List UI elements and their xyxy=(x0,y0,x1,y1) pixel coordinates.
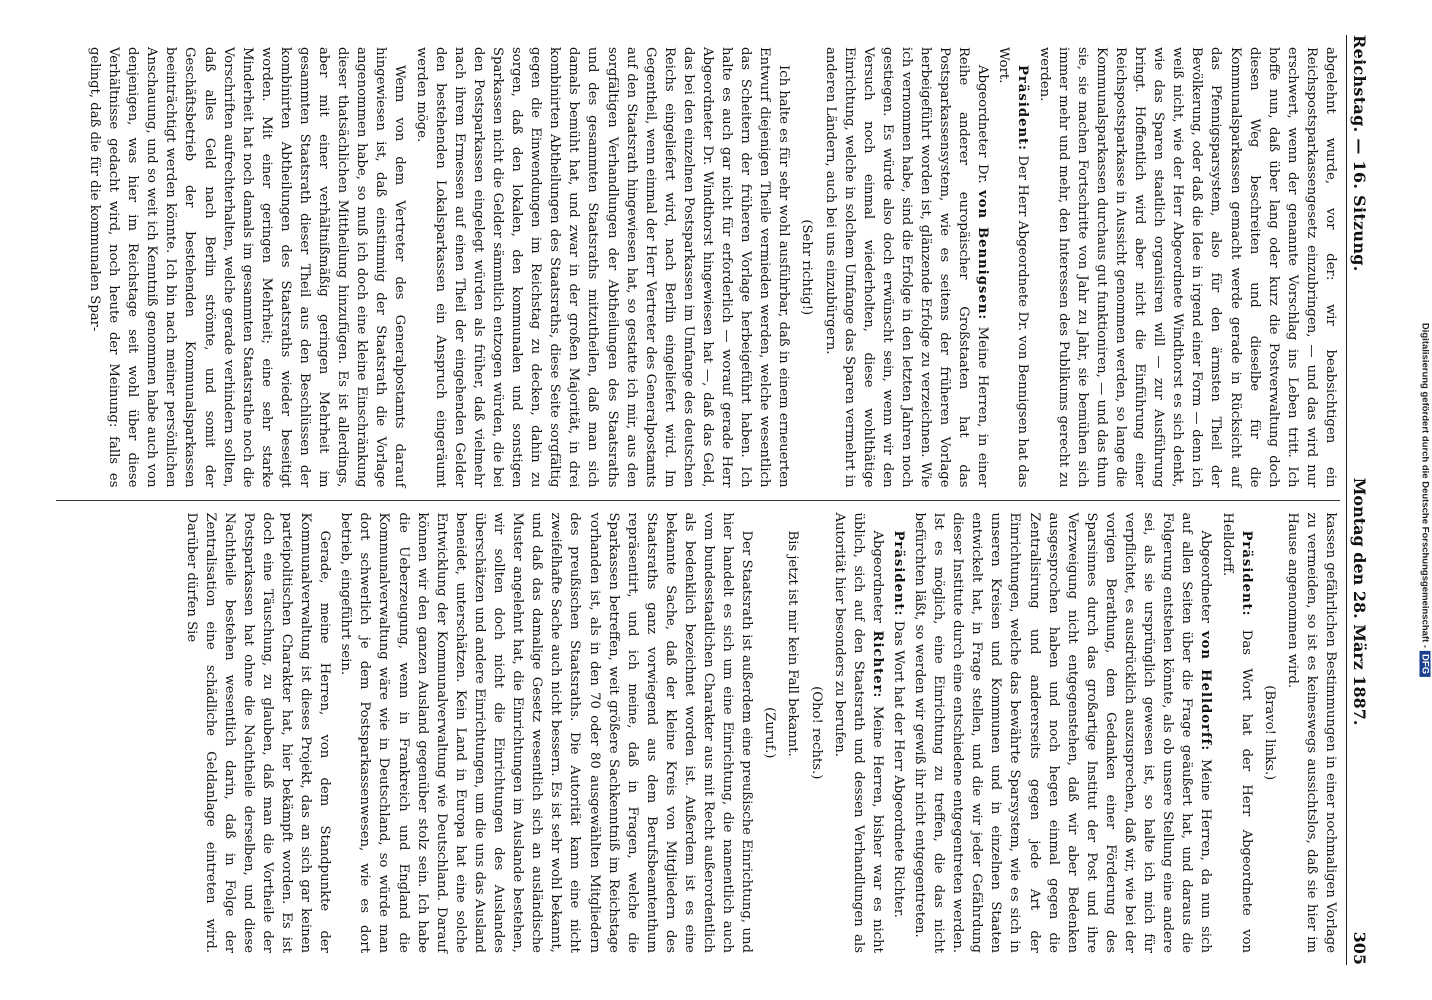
paragraph: Ich halte es für sehr wohl ausführbar, daß in einem erneuerten Entwurf diejenigen Theile vermieden werden, welche wesentlich das Scheitern der früheren Vorlage herbeigeführt haben. Ich halte es auch gar nicht für erforderlich — worauf gerade Herr Abgeordneter Dr. Windthorst hingewiesen hat —, daß das Geld, das bei den einzelnen Postsparkassen im Umfange des deutschen Reichs eingeliefert wird, nach Berlin eingeliefert wird. Im Gegentheil, wenn einmal der Herr Vertreter des Generalpostamts auf den Staatsrath hingewiesen hat, so gestatte ich mir, aus den sorgfältigen Verhandlungen der Abtheilungen des Staatsraths und des gesammten Staatsraths mitzutheilen, daß man sich damals bemüht hat, und zwar in der großen Majorität, in drei kombinirten Abtheilungen des Staatsraths, diese Seite sorgfältig gegen die Einwendungen im Reichstag zu decken, dahin zu sorgen, daß den lokalen, den kommunalen und sonstigen Sparkassen nicht die Gelder sämmtlich entzogen würden, die bei den Postsparkassen eingelegt würden als früher, daß vielmehr nach ihrem Ermessen auf einen Theil der eingehenden Gelder den bestehenden Lokalsparkassen ein Anspruch eingeräumt werden möge. xyxy=(413,47,792,488)
page-header xyxy=(1346,35,1382,965)
interjection: (Zuruf.) xyxy=(762,707,778,759)
paragraph: Der Staatsrath ist außerdem eine preußische Einrichtung, und hier handelt es sich um eine Einrichtung, die namentlich auch vom bundesstaatlichen Charakter aus mit Recht außerordentlich als bedenklich bezeichnet worden ist. Außerdem ist es eine bekannte Sache, daß der kleine Kreis von Mitgliedern des Staatsraths ganz vorwiegend aus dem Berufsbeamtenthum repräsentirt, und ich meine, daß in Fragen, welche die Sparkassen betreffen, weit größere Sachkenntniß im Reichstage vorhanden ist, als in den 70 oder 80 ausgewählten Mitgliedern des preußischen Staatsraths. Die Autorität kann eine nicht zweifelhafte Sache auch nicht bessern. Es ist sehr wohl bekannt, und daß das damalige Gesetz wesentlich sich an ausländische Muster angelehnt hat, die Einrichtungen im Auslande bestehen, wir sollten doch nicht die Einrichtungen des Auslandes überschätzen und andere Einrichtungen, um die uns das Ausland beneidet, unterschätzen. Kein Land in Europa hat eine solche Entwicklung der Kommunalverwaltung wie Deutschland. Darauf können wir den ganzen Ausland gegenüber stolz sein. Ich habe die Ueberzeugung, wenn in Frankreich und England die Kommunalverwaltung wäre wie in Deutschland, so würde man dort schwerlich je dem Postsparkassenwesen, wie es dort betrieb, eingeführt sein. xyxy=(338,512,755,953)
paragraph: Gerade, meine Herren, von dem Standpunkte der Kommunalverwaltung ist dieses Projekt, das an sich gar keinen parteipolitischen Charakter hat, hier bekämpft worden. Es ist doch eine Täuschung, zu glauben, daß man die Vortheile der Postsparkassen hat ohne die Nachtheile derselben, und diese Nachtheile bestehen wesentlich darin, daß in Folge der Zentralisation eine schädliche Geldanlage eintreten wird. Darüber dürfen Sie xyxy=(183,512,333,953)
interjection: (Oho! rechts.) xyxy=(808,686,824,780)
dfg-badge: DFG xyxy=(1420,651,1431,677)
rotated-newspaper-page xyxy=(46,25,1386,975)
speaker-intro: Abgeordneter xyxy=(1198,530,1214,624)
header-date: Montag den 28. März 1887. xyxy=(1350,477,1369,726)
interjection: (Bravo! links.) xyxy=(1261,685,1277,781)
credit-text: Digitalisierung gefördert durch die Deutsche Forschungsgemeinschaft - xyxy=(1419,322,1431,649)
paragraph: kassen gefährlichen Bestimmungen in einer nochmaligen Vorlage zu vermeiden, so ist es keineswegs aussichtslos, daß sie hier im Hause angenommen wird. xyxy=(1284,512,1338,953)
paragraph: Wenn von dem Vertreter des Generalpostamts darauf hingewiesen ist, daß einstimmig der Staatsrath die Vorlage angenommen habe, so muß ich doch eine kleine Einschränkung dieser thatsächlichen Mittheilung hinzufügen. Es ist allerdings, aber mit einer verhältnißmäßig geringen Mehrheit im gesammten Staatsrath dieser Theil aus den Beschlüssen der kombinirten Abtheilungen des Staatsraths wieder beseitigt worden. Mit einer geringen Mehrheit; eine sehr starke Minderheit hat noch damals im gesammten Staatsrathe noch die Vorschriften aufrechterhalten, welche gerade verhindern sollten, daß alles Geld nach Berlin strömte, und somit der Geschäftsbetrieb der bestehenden Kommunalsparkassen beeinträchtigt werden könnte. Ich bin nach meiner persönlichen Anschauung, und so weit ich Kenntniß genommen habe auch von denjenigen, was hier im Reichstage seit wohl über diese Verhältnisse gedacht wird, noch heute der Meinung: falls es gelingt, daß die für die kommunalen Spar- xyxy=(87,47,408,488)
paragraph-text: Das Wort hat der Herr Abgeordnete Richter. xyxy=(890,620,906,918)
page-number: 305 xyxy=(1350,931,1369,965)
paragraph: Bis jetzt ist mir kein Fall bekannt. xyxy=(785,530,801,757)
paragraph: abgelehnt wurde, vor der: wir beabsichtigen ein Reichspostsparkassengesetz einzubringen, — und das wird nur erschwert, wenn der genannte Vorschlag ins Leben tritt. Ich hoffe nun, daß über lang oder kurz die Postverwaltung doch diesen Weg beschreiten und dieselbe für die Kommunalsparkassen gemacht werde gerade in Rücksicht auf das Pfennigsparsystem, also für den ärmsten Theil der Bevölkerung, oder daß die Idee in irgend einer Form — denn ich weiß nicht, wie der Herr Abgeordnete Windthorst es sich denkt, wie das Sparen staatlich organisiren will — zur Ausführung bringt. Hoffentlich wird aber nicht die Einführung einer Reichspostsparkasse in Aussicht genommen werden, so lange die Kommunalsparkassen durchaus gut funktioniren, — und das thun sie, sie machen Fortschritte von Jahr zu Jahr, sie bemühen sich immer mehr und mehr, den Interessen des Publikums gerecht zu werden. xyxy=(1036,47,1338,488)
paragraph xyxy=(1217,513,1255,954)
digitization-credit xyxy=(1418,20,1432,980)
header-left: Reichstag. — 16. Sitzung. xyxy=(1350,35,1369,272)
interjection: (Sehr richtig!) xyxy=(799,219,815,316)
speaker-intro: Abgeordneter Dr. xyxy=(975,65,991,184)
speaker-label: Präsident: xyxy=(1015,65,1031,152)
paragraph-text: Meine Herren, da nun sich auf allen Seiten über die Frage geäußert hat, und daraus die Folgerung entstehen könnte, als ob unsere Stellung eine andere sei, als sie ursprünglich gewesen ist, so halte ich mich für verpflichtet, es ausdrücklich auszusprechen, daß wir, wie bei der vorigen Berathung, dem Gedanken einer Förderung des Sparsinnes durch das großartige Institut der Post und ihre Verzweigung nicht entgegenstehen, daß wir aber Bedenken ausgesprochen haben und noch hegen einmal gegen die Zentralisirung und andererseits gegen jede Art der Einrichtungen, welche das bewährte Sparsystem, wie es sich in unseren Kreisen und Kommunen und in einzelnen Staaten entwickelt hat, in Frage stellen, und die wir jeder Gefährdung dieser Institute durch eine entschiedene entgegentreten werden. Ist es möglich, eine Einrichtung zu treffen, die das nicht befürchten läßt, so werden wir gewiß ihr nicht entgegentreten. xyxy=(912,512,1214,953)
paragraph-text: Das Wort hat der Herr Abgeordnete von Helldorff. xyxy=(1219,512,1254,953)
paragraph xyxy=(889,513,908,954)
speaker-label: Präsident: xyxy=(890,530,906,617)
speaker-label: Präsident: xyxy=(1238,530,1254,617)
paragraph xyxy=(994,47,1032,488)
paragraph-text: Der Herr Abgeordnete Dr. von Bennigsen hat das Wort. xyxy=(996,47,1031,488)
speaker-label: von Helldorff: xyxy=(1198,630,1214,752)
text-columns xyxy=(56,35,1340,965)
column-left xyxy=(56,35,1340,500)
paragraph-text: Meine Herren, bisher war es nicht üblich, sich auf den Staatsrath und dessen Verhandlungen als Autorität hier besonders zu berufen. xyxy=(831,512,885,953)
speaker-intro: Abgeordneter xyxy=(869,530,885,624)
paragraph xyxy=(820,47,992,488)
column-right xyxy=(56,500,1340,966)
speaker-label: Richter: xyxy=(869,630,885,699)
paragraph-text: Meine Herren, in einer Reihe anderer europäischer Großstaaten hat das Postsparkassensystem, wie es seitens der früheren Vorlage herbeigeführt worden ist, glänzende Erfolge zu verzeichnen. Wie ich vernommen habe, sind die Erfolge in den letzten Jahren noch gestiegen. Es würde also doch erwünscht sein, wenn wir den Versuch noch einmal wiederholten, diese wohlthätige Einrichtung, welche in solchem Umfange das Sparen vermehrt in anderen Ländern, auch bei uns einzubürgern. xyxy=(822,47,991,488)
speaker-label: von Bennigsen: xyxy=(975,190,991,321)
paragraph xyxy=(830,513,887,954)
paragraph xyxy=(910,513,1216,954)
